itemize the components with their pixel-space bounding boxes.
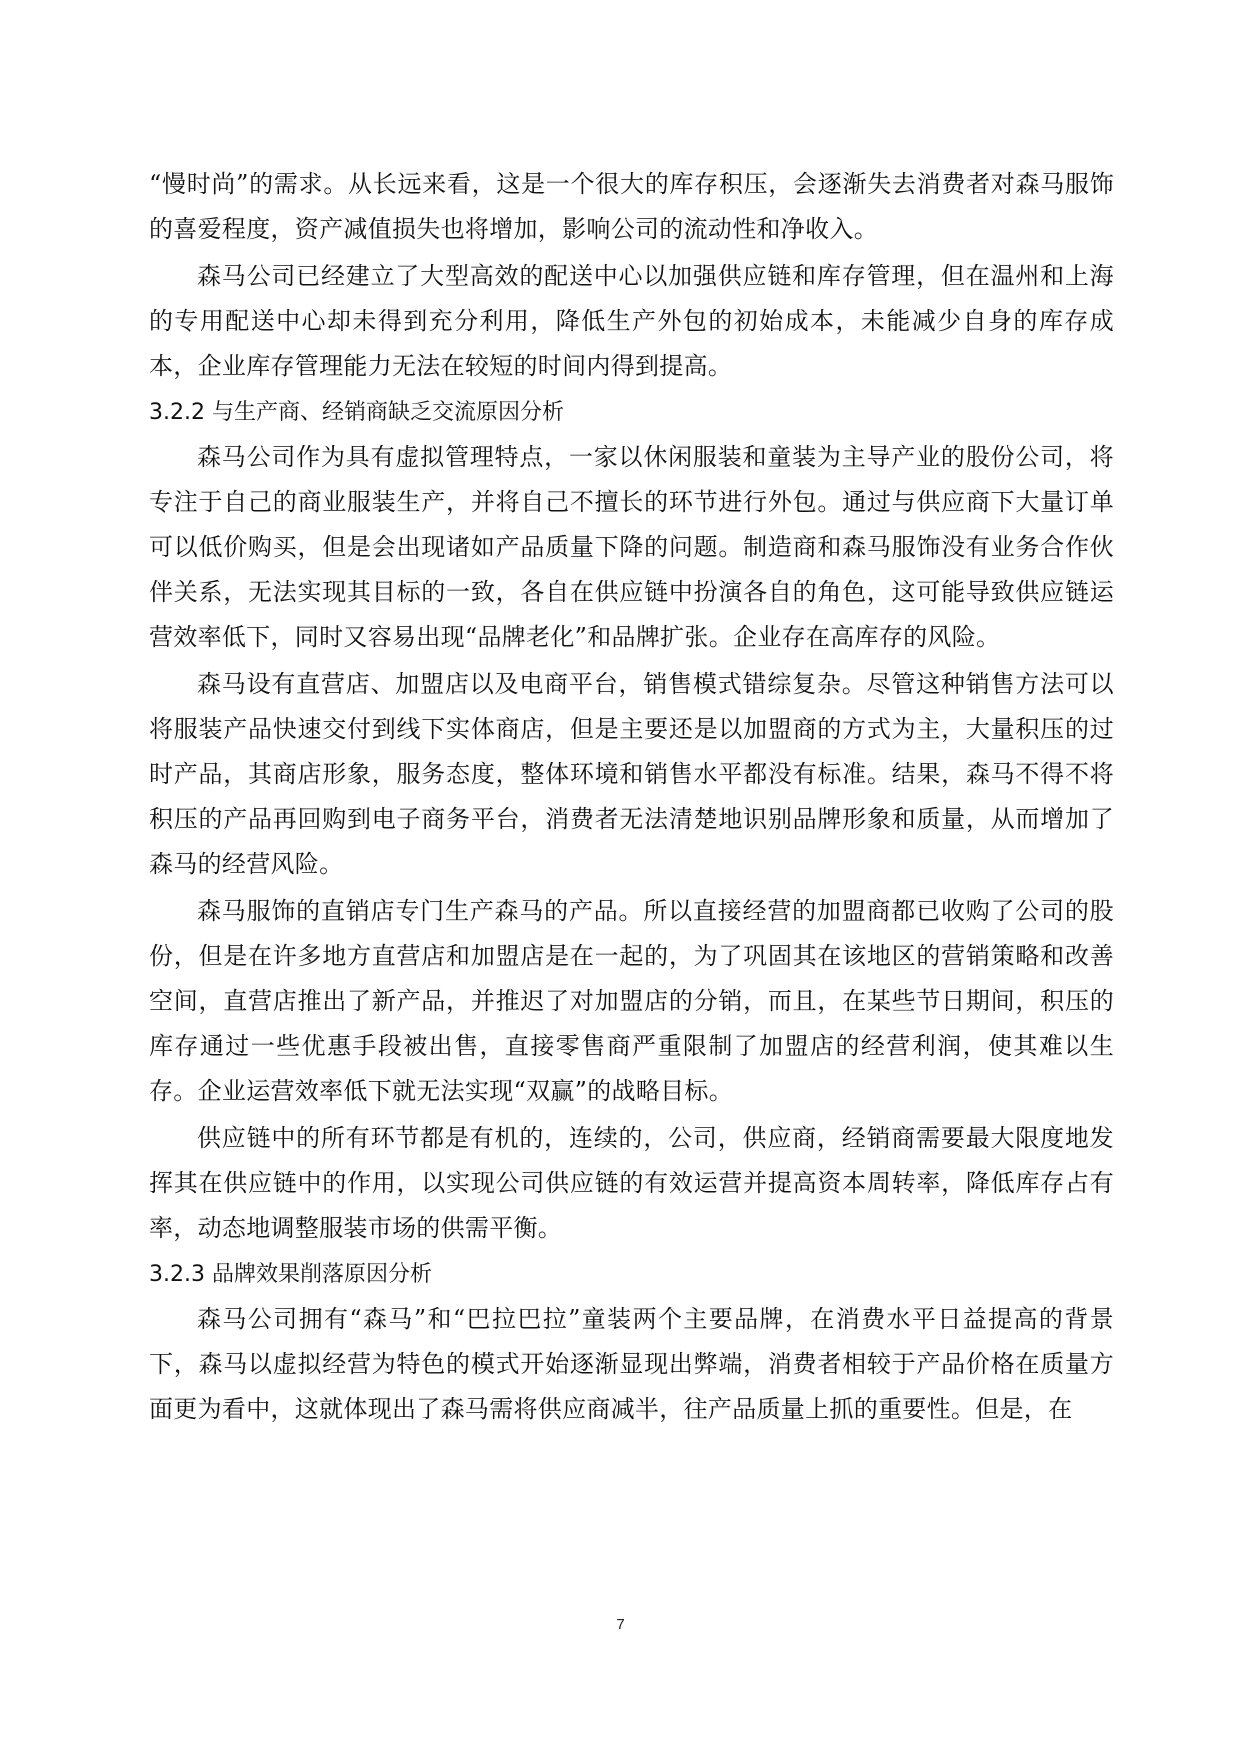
paragraph-distribution-center: 森马公司已经建立了大型高效的配送中心以加强供应链和库存管理，但在温州和上海的专用配送中心却未得到充分利用，降低生产外包的初始成本，未能减少自身的库存成本，企业库存管理能力无法在较短的时间内得到提高。 <box>149 262 1114 380</box>
page-number: 7 <box>616 1616 625 1633</box>
section-heading-3-2-2: 3.2.2 与生产商、经销商缺乏交流原因分析 <box>149 400 564 425</box>
paragraph-sales-model: 森马设有直营店、加盟店以及电商平台，销售模式错综复杂。尽管这种销售方法可以将服装产品快速交付到线下实体商店，但是主要还是以加盟商的方式为主，大量积压的过时产品，其商店形象，服务态度，整体环境和销售水平都没有标准。结果，森马不得不将积压的产品再回购到电子商务平台，消费者无法清楚地识别品牌形象和质量，从而增加了森马的经营风险。 <box>149 670 1114 878</box>
paragraph-virtual-management: 森马公司作为具有虚拟管理特点，一家以休闲服装和童装为主导产业的股份公司，将专注于自己的商业服装生产，并将自己不擅长的环节进行外包。通过与供应商下大量订单可以低价购买，但是会出现诸如产品质量下降的问题。制造商和森马服饰没有业务合作伙伴关系，无法实现其目标的一致，各自在供应链中扮演各自的角色，这可能导致供应链运营效率低下，同时又容易出现“品牌老化”和品牌扩张。企业存在高库存的风险。 <box>149 443 1114 651</box>
paragraph-direct-stores: 森马服饰的直销店专门生产森马的产品。所以直接经营的加盟商都已收购了公司的股份，但是在许多地方直营店和加盟店是在一起的，为了巩固其在该地区的营销策略和改善空间，直营店推出了新产品，并推迟了对加盟店的分销，而且，在某些节日期间，积压的库存通过一些优惠手段被出售，直接零售商严重限制了加盟店的经营利润，使其难以生存。企业运营效率低下就无法实现“双赢”的战略目标。 <box>149 897 1114 1105</box>
section-heading-3-2-3: 3.2.3 品牌效果削落原因分析 <box>149 1262 432 1287</box>
paragraph-supply-chain: 供应链中的所有环节都是有机的，连续的，公司，供应商，经销商需要最大限度地发挥其在供应链中的作用，以实现公司供应链的有效运营并提高资本周转率，降低库存占有率，动态地调整服装市场的供需平衡。 <box>149 1124 1114 1242</box>
paragraph-continued: “慢时尚”的需求。从长远来看，这是一个很大的库存积压，会逐渐失去消费者对森马服饰的喜爱程度，资产减值损失也将增加，影响公司的流动性和净收入。 <box>149 170 1114 243</box>
document-body <box>149 162 1114 1434</box>
paragraph-brands: 森马公司拥有“森马”和“巴拉巴拉”童装两个主要品牌，在消费水平日益提高的背景下，森马以虚拟经营为特色的模式开始逐渐显现出弊端，消费者相较于产品价格在质量方面更为看中，这就体现出了森马需将供应商减半，往产品质量上抓的重要性。但是，在 <box>149 1305 1114 1423</box>
